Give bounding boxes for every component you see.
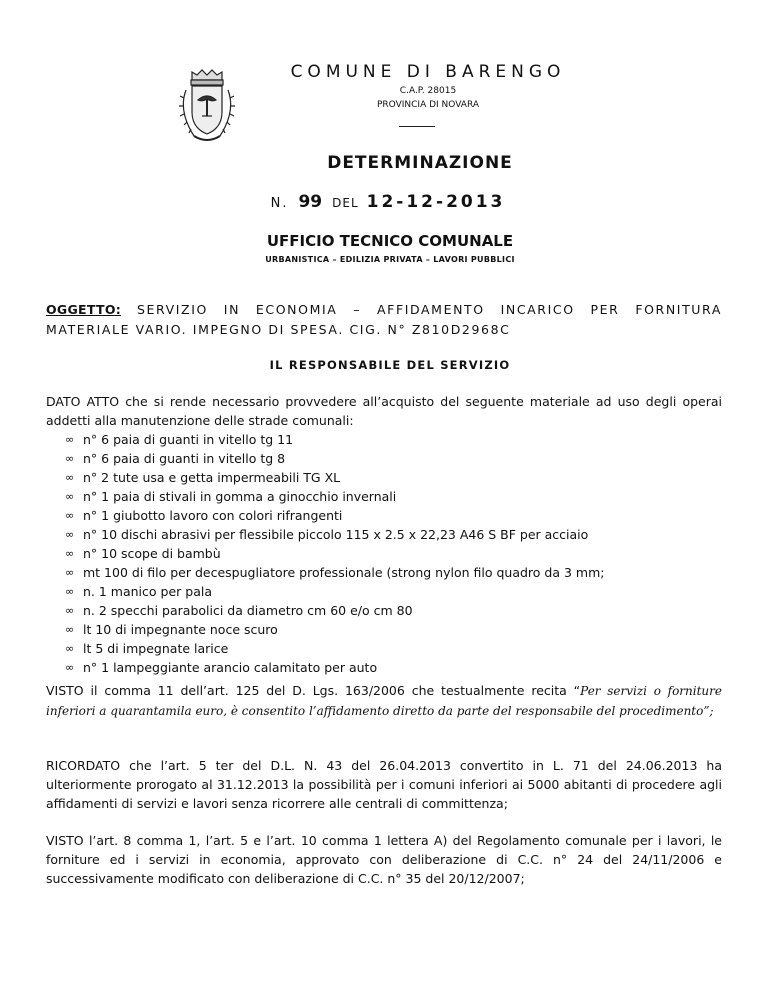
determination-number: 99 xyxy=(298,192,323,212)
cap-text: C.A.P. 28015 xyxy=(399,86,457,96)
comune-title: COMUNE DI BARENGO xyxy=(290,62,566,82)
infinity-bullet-icon: ∞ xyxy=(65,490,75,503)
number-label: N. xyxy=(270,196,289,211)
list-item: ∞ n° 1 paia di stivali in gomma a ginocchio invernali xyxy=(65,489,397,504)
list-item: ∞ n° 1 giubotto lavoro con colori rifrangenti xyxy=(65,508,343,523)
ricordato-paragraph: RICORDATO che l’art. 5 ter del D.L. N. 43 del 26.04.2013 convertito in L. 71 del 24.06.2013 ha ulteriormente prorogato al 31.12.2013 la possibilità per i comuni inferiori ai 5000 abitanti di procedere agli affidamenti di servizi e lavori senza ricorrere alle centrali di committenza; xyxy=(46,758,722,811)
visto-comma-quote: Per servizi o forniture inferiori a quarantamila euro, è consentito l’affidamento diretto da parte del responsabile del procedimento”; xyxy=(46,684,722,718)
list-item: ∞ n° 10 dischi abrasivi per flessibile piccolo 115 x 2.5 x 22,23 A46 S BF per acciaio xyxy=(65,527,589,542)
visto-regolamento-paragraph: VISTO l’art. 8 comma 1, l’art. 5 e l’art. 10 comma 1 lettera A) del Regolamento comunale per i lavori, le forniture ed i servizi in economia, approvato con deliberazione di C.C. n° 24 del 24/11/2006 e successivamente modificato con deliberazione di C.C. n° 35 del 20/12/2007; xyxy=(46,833,722,886)
infinity-bullet-icon: ∞ xyxy=(65,566,75,579)
list-item: ∞ n° 6 paia di guanti in vitello tg 8 xyxy=(65,451,286,466)
infinity-bullet-icon: ∞ xyxy=(65,623,75,636)
visto-comma-paragraph xyxy=(46,681,722,721)
list-item: ∞ lt 5 di impegnate larice xyxy=(65,641,229,656)
dato-atto-paragraph: DATO ATTO che si rende necessario provvedere all’acquisto del seguente materiale ad uso degli operai addetti alla manutenzione delle strade comunali: xyxy=(46,394,722,428)
document-type-title: DETERMINAZIONE xyxy=(327,153,513,173)
list-item: ∞ n° 6 paia di guanti in vitello tg 11 xyxy=(65,432,294,447)
determination-date: 12-12-2013 xyxy=(366,192,506,212)
list-item: ∞ n° 10 scope di bambù xyxy=(65,546,221,561)
header-divider xyxy=(399,126,435,127)
materials-list xyxy=(46,430,722,677)
infinity-bullet-icon: ∞ xyxy=(65,547,75,560)
subject-label: OGGETTO: xyxy=(46,302,122,317)
list-item: ∞ n. 1 manico per pala xyxy=(65,584,212,599)
dato-atto-section xyxy=(46,392,722,677)
visto-comma-text: VISTO il comma 11 dell’art. 125 del D. Lgs. 163/2006 che testualmente recita “ xyxy=(46,683,581,698)
list-item: ∞ n. 2 specchi parabolici da diametro cm 60 e/o cm 80 xyxy=(65,603,413,618)
infinity-bullet-icon: ∞ xyxy=(65,585,75,598)
office-title: UFFICIO TECNICO COMUNALE xyxy=(266,232,514,250)
del-label: DEL xyxy=(332,196,359,210)
infinity-bullet-icon: ∞ xyxy=(65,471,75,484)
infinity-bullet-icon: ∞ xyxy=(65,433,75,446)
list-item: ∞ lt 10 di impegnante noce scuro xyxy=(65,622,278,637)
infinity-bullet-icon: ∞ xyxy=(65,509,75,522)
infinity-bullet-icon: ∞ xyxy=(65,661,75,674)
list-item: ∞ n° 2 tute usa e getta impermeabili TG XL xyxy=(65,470,341,485)
subject-block xyxy=(46,300,722,340)
infinity-bullet-icon: ∞ xyxy=(65,642,75,655)
infinity-bullet-icon: ∞ xyxy=(65,452,75,465)
list-item: ∞ n° 1 lampeggiante arancio calamitato per auto xyxy=(65,660,378,675)
responsible-heading: IL RESPONSABILE DEL SERVIZIO xyxy=(269,358,511,372)
subject-text: SERVIZIO IN ECONOMIA – AFFIDAMENTO INCARICO PER FORNITURA MATERIALE VARIO. IMPEGNO DI SPESA. CIG. N° Z810D2968C xyxy=(46,302,722,337)
infinity-bullet-icon: ∞ xyxy=(65,604,75,617)
infinity-bullet-icon: ∞ xyxy=(65,528,75,541)
determination-number-line xyxy=(4,192,768,212)
list-item: ∞ mt 100 di filo per decespugliatore professionale (strong nylon filo quadro da 3 mm; xyxy=(65,565,605,580)
provincia-text: PROVINCIA DI NOVARA xyxy=(377,100,479,110)
office-subtitle: URBANISTICA – EDILIZIA PRIVATA – LAVORI PUBBLICI xyxy=(265,255,515,264)
